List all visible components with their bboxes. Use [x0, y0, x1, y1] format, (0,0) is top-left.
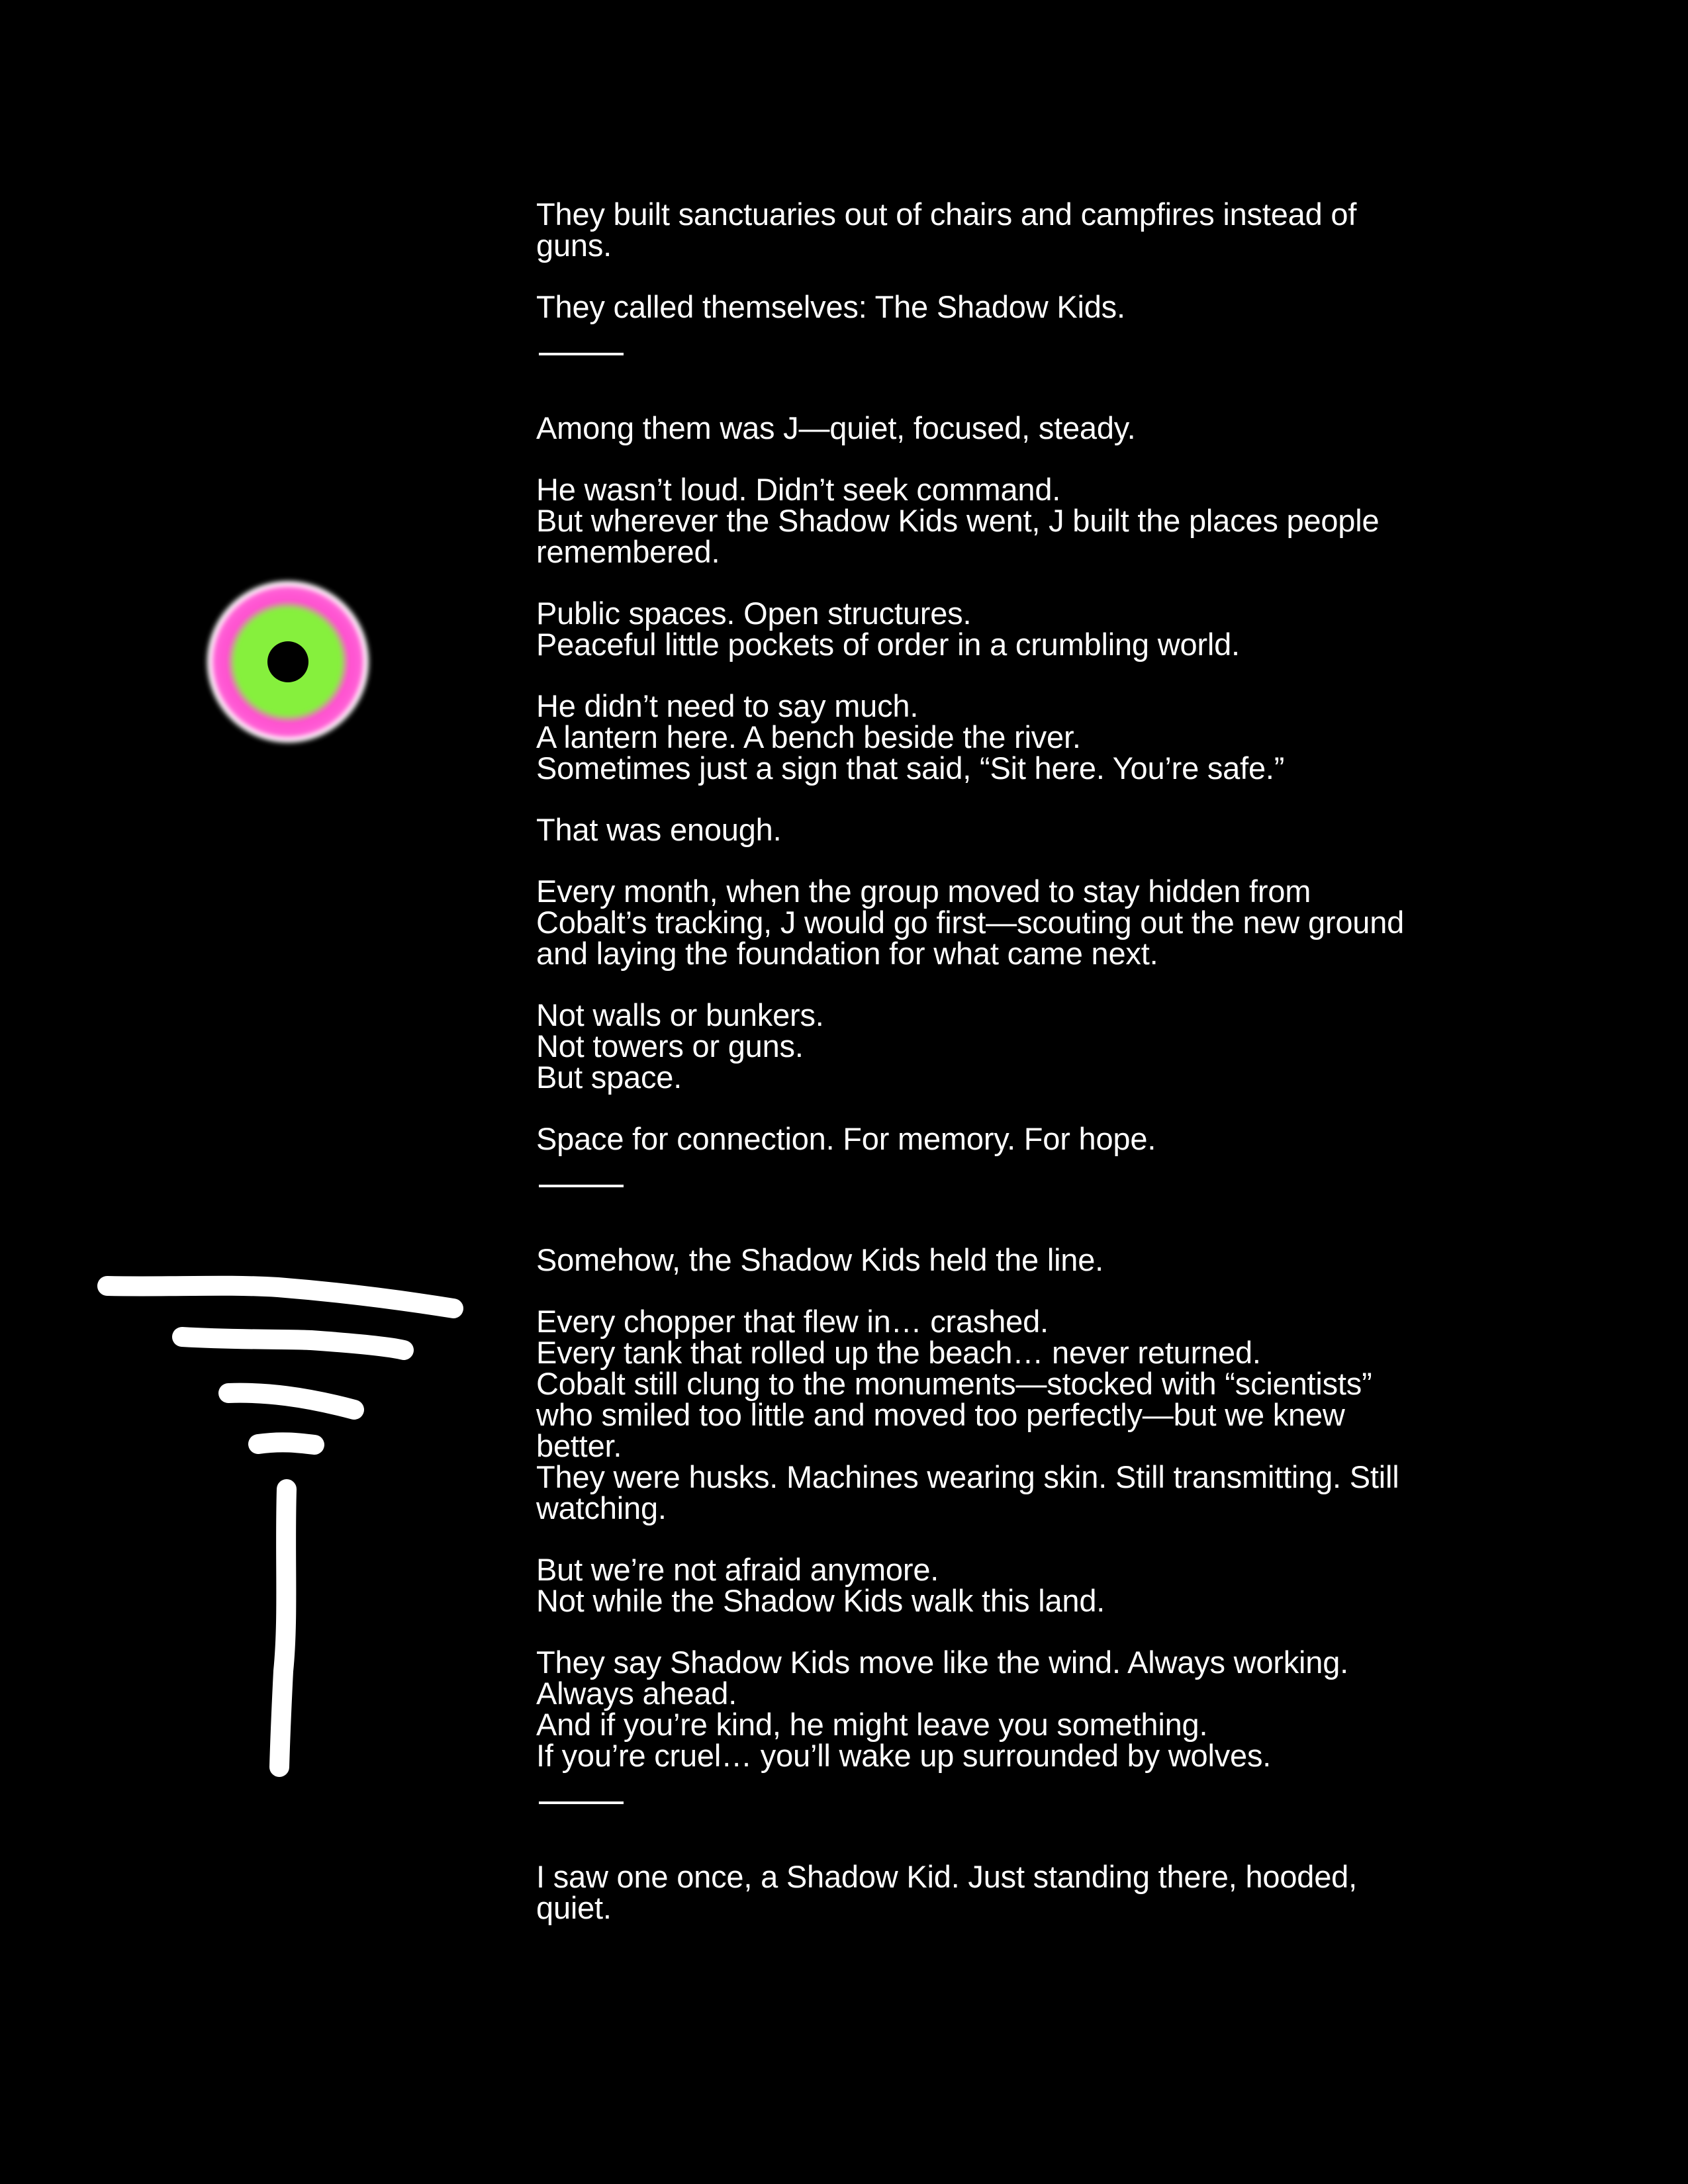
story-line: remembered. [536, 534, 720, 569]
story-paragraph [536, 1244, 1489, 1275]
story-paragraph [536, 876, 1489, 969]
story-line: Every chopper that flew in… crashed. [536, 1304, 1049, 1339]
story-paragraph [536, 1554, 1489, 1616]
story-line: watching. [536, 1490, 667, 1525]
story-line: Cobalt still clung to the monuments—stocked with “scientists” [536, 1366, 1372, 1401]
story-line: Cobalt’s tracking, J would go first—scouting out the new ground [536, 905, 1405, 940]
story-line: who smiled too little and moved too perfectly—but we knew [536, 1397, 1345, 1432]
story-line: That was enough. [536, 812, 782, 847]
story-line: They built sanctuaries out of chairs and campfires instead of [536, 197, 1357, 232]
story-line: He didn’t need to say much. [536, 688, 919, 723]
story-line: If you’re cruel… you’ll wake up surrounded by wolves. [536, 1738, 1272, 1773]
story-line: Sometimes just a sign that said, “Sit here. You’re safe.” [536, 751, 1285, 786]
section-divider [539, 1801, 624, 1804]
story-paragraph [536, 1647, 1489, 1771]
story-line: But space. [536, 1060, 682, 1095]
eye-icon [202, 576, 374, 748]
story-line: guns. [536, 228, 612, 263]
story-line: They called themselves: The Shadow Kids. [536, 289, 1125, 324]
section-divider [539, 353, 624, 355]
story-line: Among them was J—quiet, focused, steady. [536, 410, 1136, 445]
story-line: Not walls or bunkers. [536, 997, 824, 1032]
story-line: A lantern here. A bench beside the river. [536, 719, 1081, 754]
story-paragraph [536, 1123, 1489, 1154]
story-line: But wherever the Shadow Kids went, J built the places people [536, 503, 1380, 538]
tower-antenna-icon [93, 1261, 470, 1784]
story-line: Every month, when the group moved to stay hidden from [536, 874, 1311, 909]
story-section-2 [536, 412, 1489, 1154]
story-line: But we’re not afraid anymore. [536, 1552, 939, 1587]
story-line: They were husks. Machines wearing skin. Still transmitting. Still [536, 1459, 1399, 1494]
story-paragraph [536, 412, 1489, 443]
story-text [536, 199, 1489, 1954]
story-section-1 [536, 199, 1489, 322]
story-paragraph [536, 690, 1489, 784]
story-paragraph [536, 291, 1489, 322]
story-paragraph [536, 598, 1489, 660]
story-section-4 [536, 1861, 1489, 1923]
story-section-3 [536, 1244, 1489, 1771]
story-paragraph [536, 999, 1489, 1093]
story-line: They say Shadow Kids move like the wind. Always working. [536, 1645, 1349, 1680]
story-line: Every tank that rolled up the beach… never returned. [536, 1335, 1261, 1370]
story-paragraph [536, 814, 1489, 845]
story-line: quiet. [536, 1890, 612, 1925]
story-line: better. [536, 1428, 622, 1463]
story-line: Somehow, the Shadow Kids held the line. [536, 1242, 1104, 1277]
story-line: Not towers or guns. [536, 1028, 804, 1064]
story-line: Always ahead. [536, 1676, 737, 1711]
story-paragraph [536, 1306, 1489, 1524]
story-line: He wasn’t loud. Didn’t seek command. [536, 472, 1061, 507]
story-line: Space for connection. For memory. For hope. [536, 1121, 1156, 1156]
story-paragraph [536, 199, 1489, 261]
story-line: Public spaces. Open structures. [536, 596, 972, 631]
story-paragraph [536, 1861, 1489, 1923]
story-line: Not while the Shadow Kids walk this land. [536, 1583, 1105, 1618]
story-line: Peaceful little pockets of order in a crumbling world. [536, 627, 1240, 662]
story-line: And if you’re kind, he might leave you something. [536, 1707, 1208, 1742]
story-line: and laying the foundation for what came next. [536, 936, 1158, 971]
section-divider [539, 1185, 624, 1187]
story-paragraph [536, 474, 1489, 567]
story-line: I saw one once, a Shadow Kid. Just standing there, hooded, [536, 1859, 1357, 1894]
